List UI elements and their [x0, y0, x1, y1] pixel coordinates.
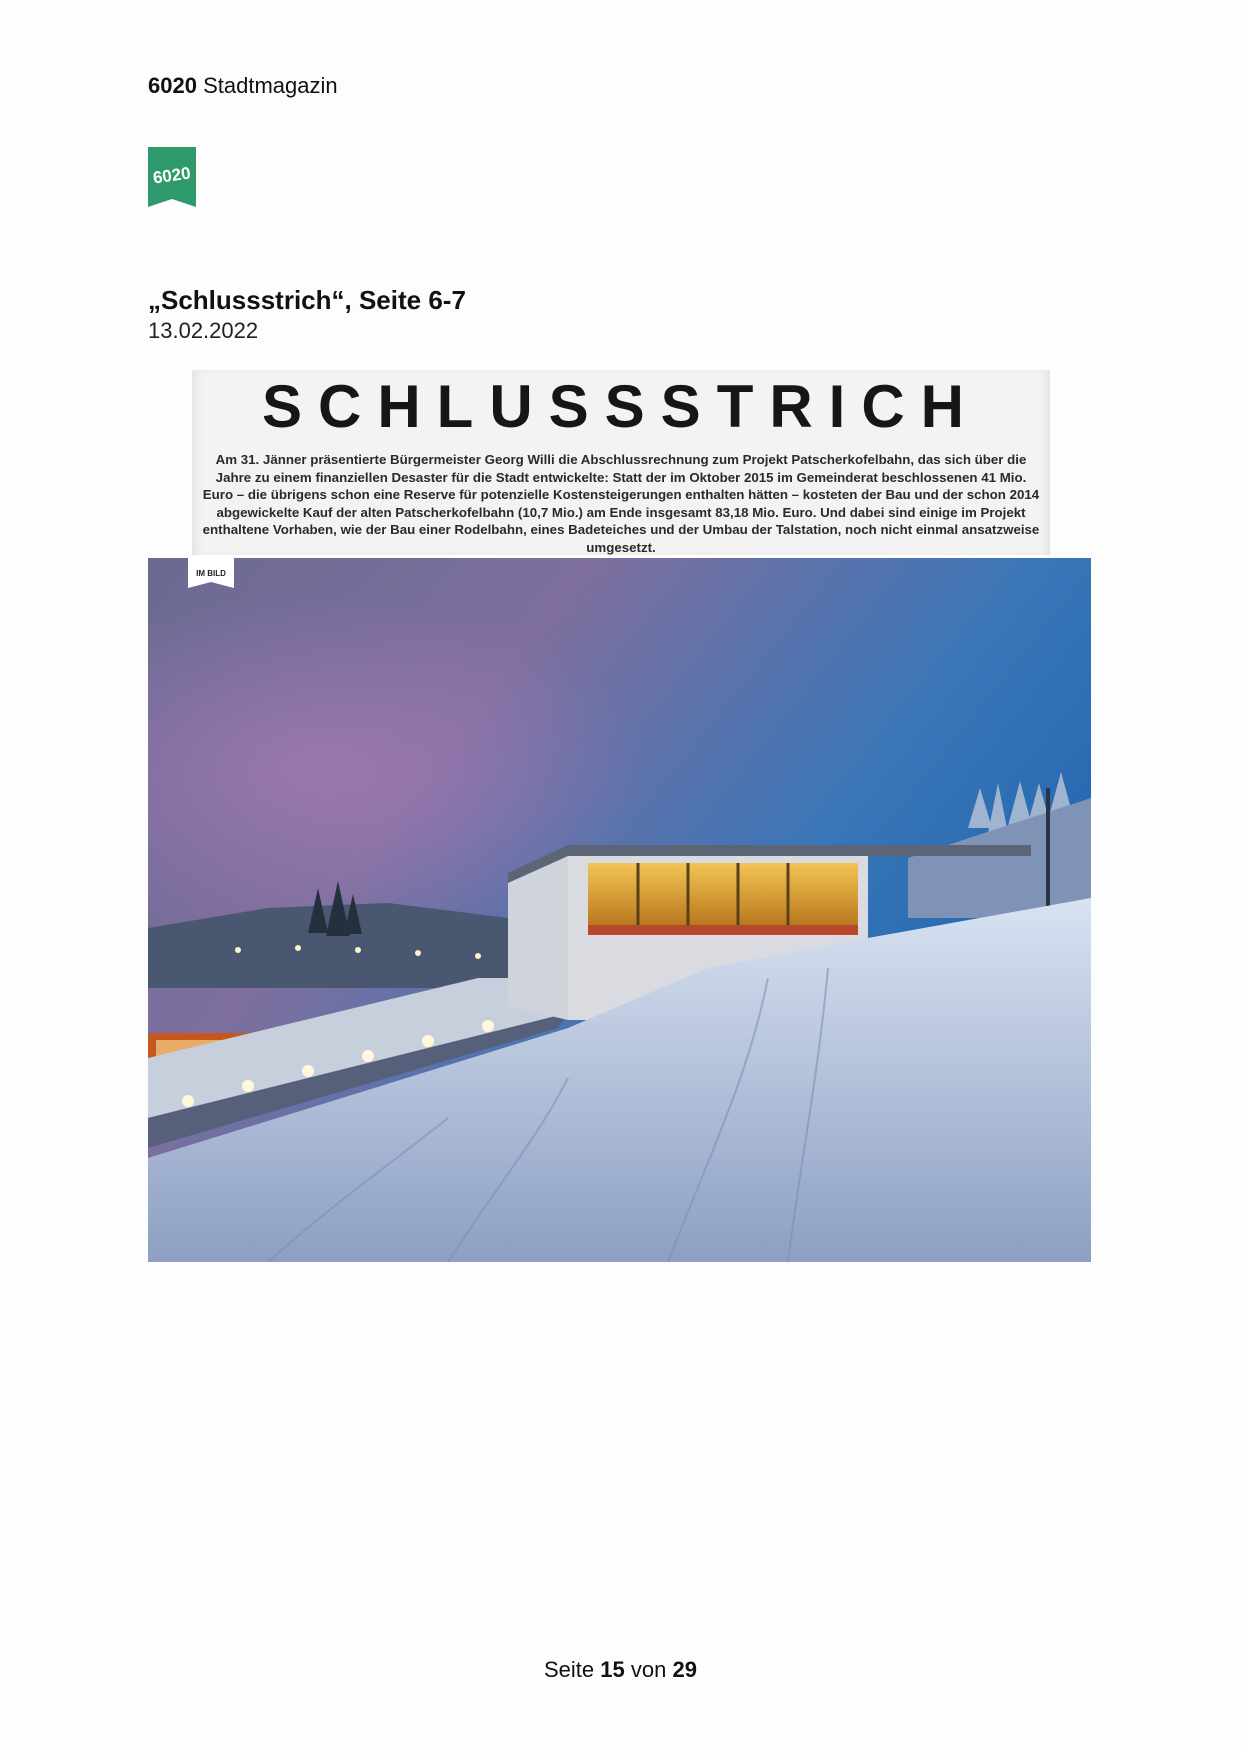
article-title: „Schlussstrich“, Seite 6-7: [148, 285, 466, 315]
outlet-number: 6020: [148, 73, 197, 98]
photo-badge: IM BILD: [196, 569, 226, 578]
footer-page-number: 15: [600, 1657, 625, 1682]
footer-total-pages: 29: [672, 1657, 697, 1682]
clipping-intro: Am 31. Jänner präsentierte Bürgermeister Georg Willi die Abschlussrechnung zum Projekt Patscherkofelbahn, das sich über die Jahre zu einem finanziellen Desaster für die Stadt entwickelte: Statt der im Oktober 2015 im Gemeinderat beschlossenen 41 Mio. Euro – die übrigens schon eine Reserve für potenzielle Kostensteigerungen enthalten hätten – kosteten der Bau und der schon 2014 abgewickelte Kauf der alten Patscherkofelbahn (10,7 Mio.) am Ende insgesamt 83,18 Mio. Euro. Und dabei sind einige im Projekt enthaltene Vorhaben, wie der Bau einer Rodelbahn, eines Badeteiches und der Umbau der Talstation, noch nicht einmal ansatzweise umgesetzt.: [202, 452, 1040, 555]
outlet-name: Stadtmagazin: [203, 73, 338, 98]
article-date: 13.02.2022: [148, 318, 259, 343]
footer-prefix: Seite: [544, 1657, 595, 1682]
footer-middle: von: [630, 1657, 667, 1682]
outlet-header: [148, 73, 338, 99]
station-photo: [148, 558, 1091, 1262]
clipping-header: [192, 370, 1050, 555]
logo-text: 6020: [151, 163, 192, 188]
clipping-headline: SCHLUSSSTRICH: [261, 373, 981, 440]
outlet-logo: [148, 147, 196, 207]
page-footer: [0, 1657, 1241, 1683]
